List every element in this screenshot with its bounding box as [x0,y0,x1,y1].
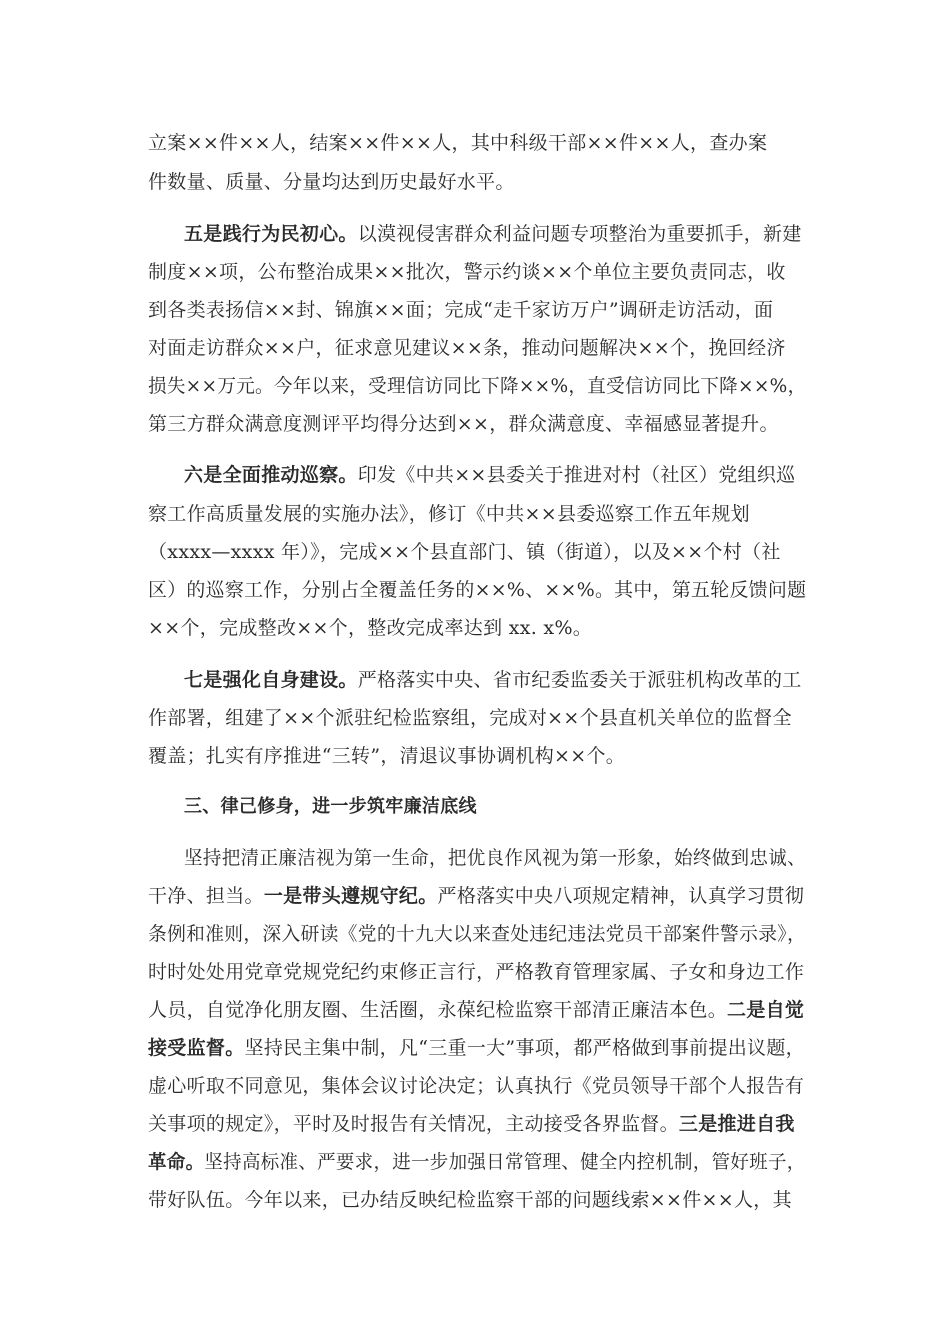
text-run: 覆盖；扎实有序推进“三转”，清退议事协调机构××个。 [148,745,626,767]
paragraph-line [148,502,750,526]
paragraph-line [184,668,802,692]
text-run: 察工作高质量发展的实施办法》，修订《中共××县委巡察工作五年规划 [148,503,750,525]
text-run: 第三方群众满意度测评平均得分达到××，群众满意度、幸福感显著提升。 [148,413,779,435]
paragraph-line [148,260,786,284]
paragraph-line [184,846,806,870]
text-run: 以漠视侵害群众利益问题专项整治为重要抓手，新建 [357,223,802,245]
paragraph-line [148,922,806,946]
text-run: 对面走访群众××户，征求意见建议××条，推动问题解决××个，挽回经济 [148,337,786,359]
text-run: 坚持把清正廉洁视为第一生命，把优良作风视为第一形象，始终做到忠诚、 [184,847,806,869]
text-run: 干净、担当。 [148,885,264,907]
text-run: 作部署，组建了××个派驻纪检监察组，完成对××个县直机关单位的监督全 [148,707,792,729]
text-run: 立案××件××人，结案××件××人，其中科级干部××件××人，查办案 [148,132,768,154]
text-run: 件数量、质量、分量均达到历史最好水平。 [148,171,515,193]
paragraph-line [184,222,802,246]
paragraph-line [148,706,792,730]
paragraph-line [148,131,767,155]
text-run: 时时处处用党章党规党纪约束修正言行，严格教育管理家属、子女和身边工作 [148,961,805,983]
paragraph-line [148,578,806,602]
paragraph-line [148,170,515,194]
paragraph-line [148,298,773,322]
bold-lead: 三是推进自我 [678,1113,795,1135]
text-run: 带好队伍。今年以来，已办结反映纪检监察干部的问题线索××件××人，其 [148,1189,792,1211]
text-run: ××个，完成整改××个，整改完成率达到 xx. x%。 [148,617,593,639]
paragraph-line [148,1036,805,1060]
bold-lead: 七是强化自身建设。 [184,669,358,691]
bold-lead: 革命。 [148,1151,205,1173]
text-run: 区）的巡察工作，分别占全覆盖任务的××%、××%。其中，第五轮反馈问题 [148,579,807,601]
paragraph-line [148,744,625,768]
text-run: 严格落实中央、省市纪委监委关于派驻机构改革的工 [357,669,802,691]
text-run: 损失××万元。今年以来，受理信访同比下降××%，直受信访同比下降××%， [148,375,807,397]
paragraph-line [148,374,806,398]
bold-lead: 五是践行为民初心。 [184,223,358,245]
paragraph-line [148,616,592,640]
text-run: 印发《中共××县委关于推进对村（社区）党组织巡 [357,464,796,486]
text-run: 坚持高标准、严要求，进一步加强日常管理、健全内控机制，管好班子， [204,1151,806,1173]
bold-lead: 六是全面推动巡察。 [184,464,358,486]
paragraph-line [148,998,804,1022]
paragraph-line [148,540,781,564]
paragraph-line [148,1188,792,1212]
paragraph-line [148,1074,804,1098]
text-run: 制度××项，公布整治成果××批次，警示约谈××个单位主要负责同志，收 [148,261,786,283]
text-run: 到各类表扬信××封、锦旗××面；完成“走千家访万户”调研走访活动，面 [148,299,774,321]
bold-lead: 一是带头遵规守纪。 [263,885,438,907]
paragraph-line [148,960,804,984]
paragraph-line [148,336,786,360]
paragraph-line [148,412,779,436]
paragraph-line [148,1112,795,1136]
section-heading [184,795,477,819]
bold-lead: 二是自觉 [727,999,805,1021]
text-run: 人员，自觉净化朋友圈、生活圈，永葆纪检监察干部清正廉洁本色。 [148,999,728,1021]
text-run: 虚心听取不同意见，集体会议讨论决定；认真执行《党员领导干部个人报告有 [148,1075,805,1097]
paragraph-line [148,884,804,908]
text-run: 关事项的规定》，平时及时报告有关情况，主动接受各界监督。 [148,1113,679,1135]
text-run: 条例和准则，深入研读《党的十九大以来查处违纪违法党员干部案件警示录》， [148,923,807,945]
text-run: 坚持民主集中制，凡“三重一大”事项，都严格做到事前提出议题， [244,1037,805,1059]
paragraph-line [184,463,795,487]
paragraph-line [148,1150,806,1174]
heading-text: 三、律己修身，进一步筑牢廉洁底线 [184,796,477,817]
text-run: 严格落实中央八项规定精神，认真学习贯彻 [437,885,805,907]
bold-lead: 接受监督。 [148,1037,245,1059]
text-run: （xxxx—xxxx 年）》，完成××个县直部门、镇（街道），以及××个村（社 [148,541,781,563]
